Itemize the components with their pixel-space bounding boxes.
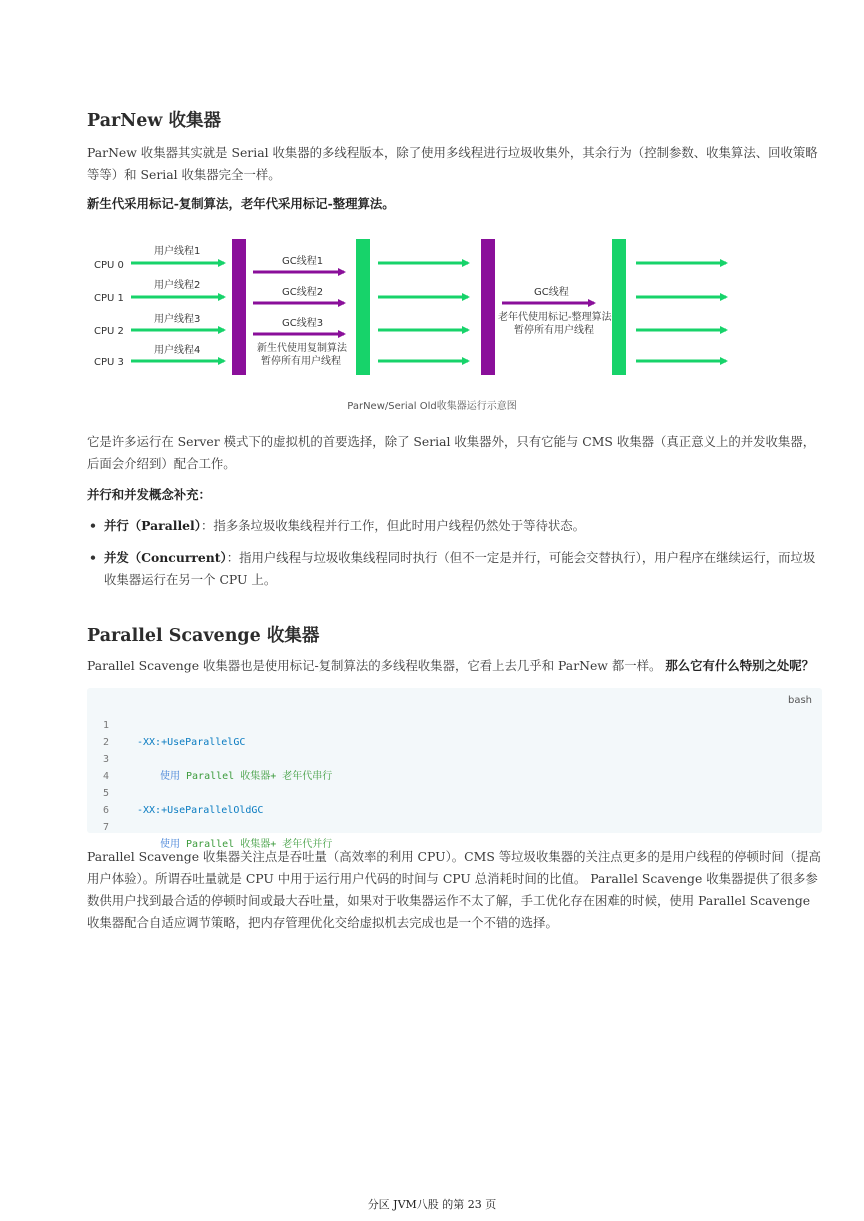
gc-thread-label: GC线程: [534, 287, 569, 298]
gc-thread-label: GC线程2: [282, 287, 324, 298]
safepoint-bar-purple: [232, 239, 246, 375]
concept-list: [89, 515, 825, 591]
diagram-svg: [90, 234, 740, 394]
cpu-label: CPU 2: [94, 326, 124, 337]
list-item: [89, 547, 825, 591]
code-line: [87, 717, 111, 748]
section-title-parallel-scavenge: Parallel Scavenge 收集器: [87, 626, 320, 646]
list-item: [89, 515, 825, 537]
code-line: [87, 700, 246, 748]
code-text: [160, 768, 332, 785]
safepoint-bar-green: [356, 239, 370, 375]
diagram-caption: ParNew/Serial Old收集器运行示意图: [347, 401, 517, 412]
user-thread-label: 用户线程4: [154, 345, 201, 356]
cpu-label: CPU 1: [94, 293, 124, 304]
gc-thread-label: GC线程1: [282, 256, 324, 267]
code-string: Parallel 收集器+ 老年代并行: [180, 839, 333, 850]
gc-thread-label: GC线程3: [282, 318, 324, 329]
cpu-label: CPU 0: [94, 260, 124, 271]
line-number: 4: [103, 771, 110, 782]
code-block: [87, 688, 822, 850]
line-number: 5: [103, 788, 110, 799]
user-thread-label: 用户线程2: [154, 280, 201, 291]
young-gen-note: 新生代使用复制算法: [257, 343, 347, 354]
parallel-scavenge-throughput-paragraph: Parallel Scavenge 收集器关注点是吞吐量（高效率的利用 CPU）。CMS 等垃圾收集器的关注点更多的是用户线程的停顿时间（提高用户体验）。所谓吞吐量就是 CPU 中用于运行用户代码的时间与 CPU 总消耗时间的比值。 Parallel Scavenge 收集器提供了很多参数供用户找到最合适的停顿时间或最大吞吐量，如果对于收集器运作不太了解，手工优化存在困难的时候，使用 Parallel Scavenge 收集器配合自适应调节策略，把内存管理优化交给虚拟机去完成也是一个不错的选择。: [87, 849, 821, 930]
code-text: -XX:+UseParallelOldGC: [137, 805, 264, 816]
code-language-label: bash: [787, 695, 812, 706]
page-footer: 分区 JVM八股 的第 23 页: [367, 1198, 497, 1211]
bullet-text: ：指用户线程与垃圾收集线程同时执行（但不一定是并行，可能会交替执行），用户程序在继续运行，而垃圾收集器运行在另一个 CPU 上。: [104, 550, 816, 587]
bullet-text: ：指多条垃圾收集线程并行工作，但此时用户线程仍然处于等待状态。: [200, 518, 586, 533]
bullet-term: 并发（Concurrent）: [104, 550, 227, 565]
line-number: 6: [103, 805, 110, 816]
code-line: [87, 751, 111, 782]
code-keyword: 使用: [160, 839, 180, 850]
line-number: 1: [103, 720, 110, 731]
parnew-description: ParNew 收集器其实就是 Serial 收集器的多线程版本，除了使用多线程进行垃圾收集外，其余行为（控制参数、收集算法、回收策略等等）和 Serial 收集器完全一样。: [87, 145, 818, 182]
old-gen-note: 暂停所有用户线程: [514, 325, 594, 336]
code-line: [87, 785, 111, 816]
young-gen-note: 暂停所有用户线程: [261, 356, 341, 367]
line-number: 3: [103, 754, 110, 765]
bullet-term: 并行（Parallel）: [104, 518, 201, 533]
code-keyword: 使用: [160, 771, 180, 782]
parallel-scavenge-intro: [87, 655, 825, 677]
cpu-label: CPU 3: [94, 357, 124, 368]
user-thread-label: 用户线程3: [154, 314, 201, 325]
parnew-usage-paragraph: 它是许多运行在 Server 模式下的虚拟机的首要选择，除了 Serial 收集器外，只有它能与 CMS 收集器（真正意义上的并发收集器，后面会介绍到）配合工作。: [87, 434, 816, 471]
line-number: 7: [103, 822, 110, 833]
safepoint-bar-green: [612, 239, 626, 375]
algorithm-note: 新生代采用标记-复制算法，老年代采用标记-整理算法。: [87, 196, 395, 211]
parnew-serial-old-diagram: [90, 234, 740, 414]
section-title-parnew: ParNew 收集器: [87, 111, 222, 131]
code-string: Parallel 收集器+ 老年代串行: [180, 771, 333, 782]
intro-text: Parallel Scavenge 收集器也是使用标记-复制算法的多线程收集器，它看上去几乎和 ParNew 都一样。: [87, 658, 662, 673]
user-thread-label: 用户线程1: [154, 246, 201, 257]
line-number: 2: [103, 737, 110, 748]
concept-heading: 并行和并发概念补充：: [87, 487, 211, 502]
old-gen-note: 老年代使用标记-整理算法: [498, 312, 612, 323]
code-text: -XX:+UseParallelGC: [137, 737, 246, 748]
safepoint-bar-purple: [481, 239, 495, 375]
intro-question: 那么它有什么特别之处呢？: [665, 658, 815, 673]
